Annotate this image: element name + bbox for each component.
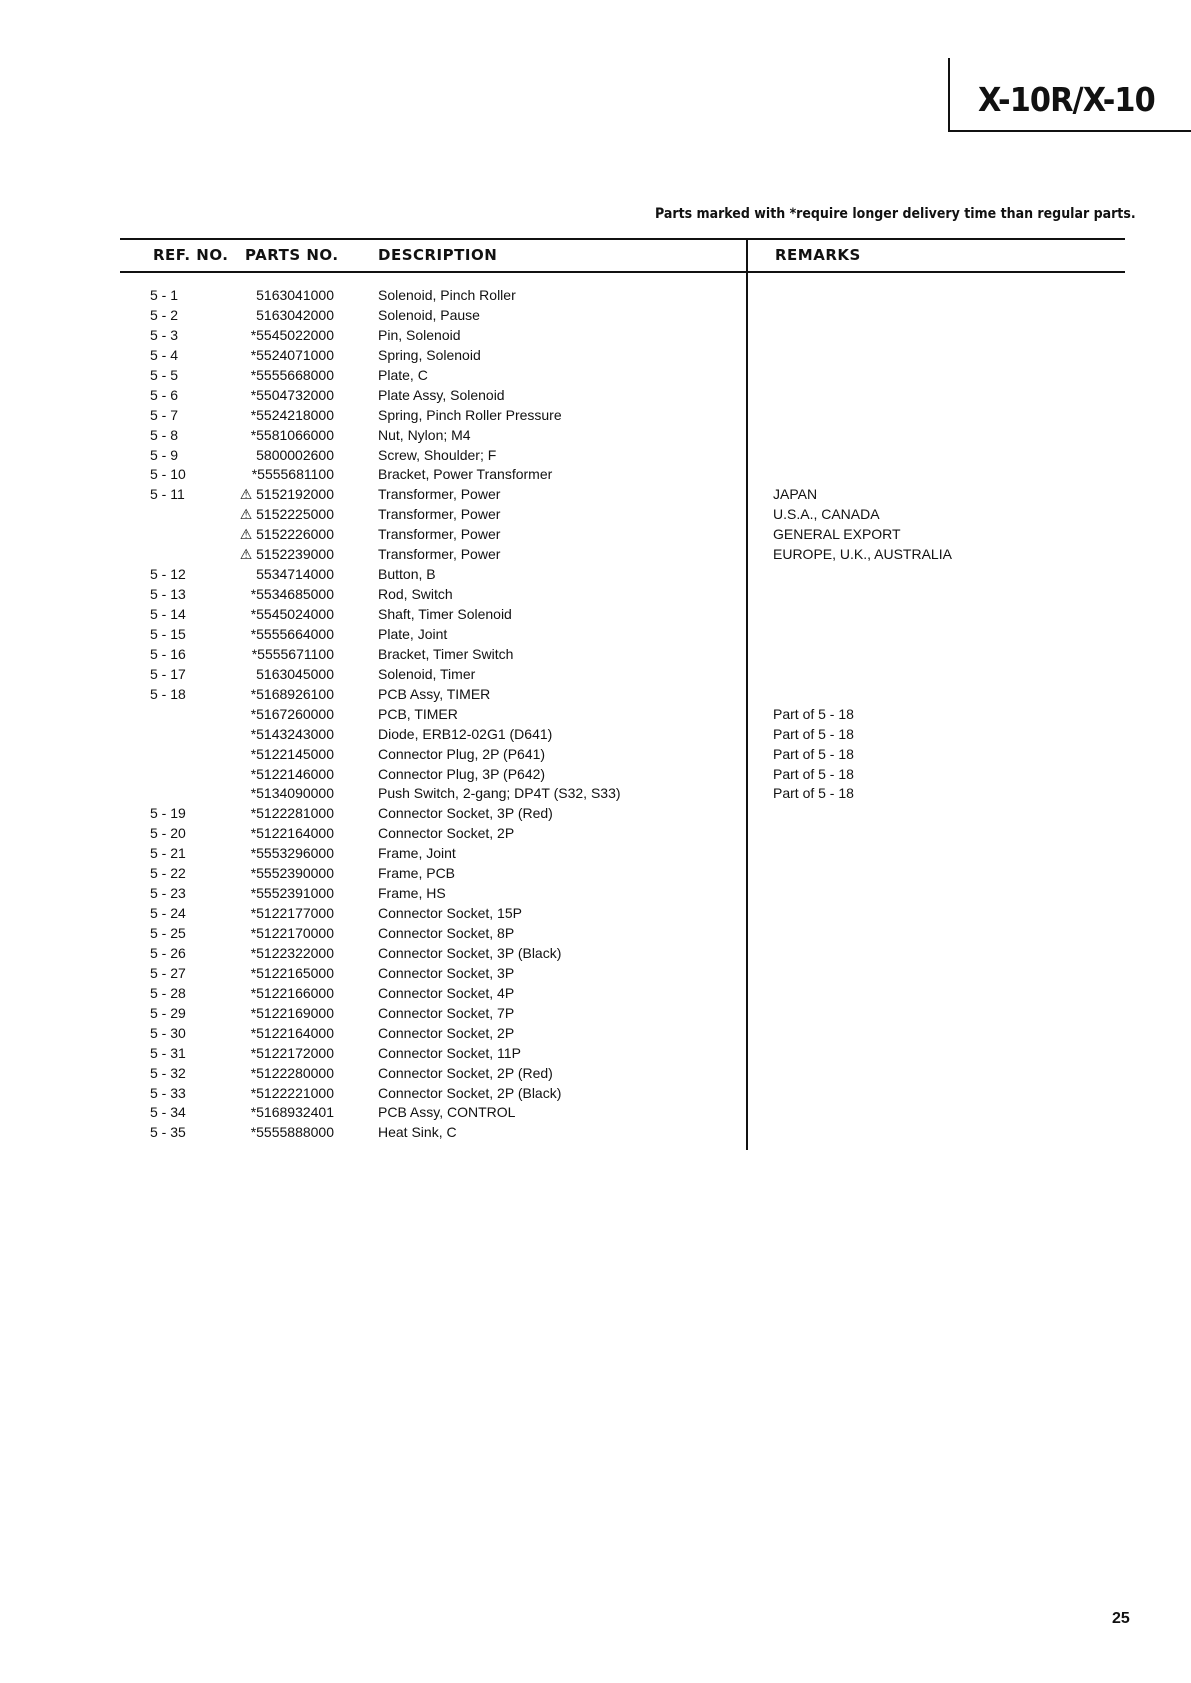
parts-no-cell: *5168932401 — [250, 1104, 334, 1121]
parts-no-cell: *5553296000 — [250, 845, 334, 862]
page-number: 25 — [1112, 1610, 1130, 1627]
parts-list — [0, 285, 1191, 1142]
remarks-cell: Part of 5 - 18 — [773, 785, 854, 802]
parts-no-cell: *5122145000 — [250, 745, 334, 762]
table-row — [0, 504, 1191, 524]
description-cell: Spring, Pinch Roller Pressure — [378, 406, 562, 423]
parts-no-cell: *5143243000 — [250, 725, 334, 742]
parts-no-cell: *5504732000 — [250, 386, 334, 403]
parts-no-cell: *5545022000 — [250, 326, 334, 343]
description-cell: Nut, Nylon; M4 — [378, 426, 471, 443]
table-row — [0, 445, 1191, 465]
ref-no-cell: 5 - 6 — [150, 386, 179, 403]
description-cell: Diode, ERB12-02G1 (D641) — [378, 725, 553, 742]
description-cell: PCB Assy, CONTROL — [378, 1104, 516, 1121]
parts-no-cell: *5122170000 — [250, 925, 334, 941]
description-cell: Transformer, Power — [378, 526, 501, 543]
description-cell: Transformer, Power — [378, 506, 501, 523]
column-header-parts-no: PARTS NO. — [245, 246, 339, 264]
description-cell: Shaft, Timer Solenoid — [378, 606, 512, 622]
description-cell: Plate Assy, Solenoid — [378, 386, 505, 403]
table-row — [0, 524, 1191, 544]
ref-no-cell: 5 - 21 — [150, 845, 186, 862]
description-cell: Heat Sink, C — [378, 1124, 457, 1141]
parts-no-cell: *5122280000 — [250, 1064, 334, 1081]
ref-no-cell: 5 - 4 — [150, 346, 179, 363]
table-row — [0, 1083, 1191, 1103]
table-row — [0, 664, 1191, 684]
table-row — [0, 484, 1191, 504]
parts-no-cell: *5524071000 — [250, 346, 334, 363]
ref-no-cell: 5 - 34 — [150, 1104, 186, 1121]
remarks-cell: U.S.A., CANADA — [773, 506, 880, 523]
parts-no-cell: *5555681100 — [251, 466, 334, 483]
table-row — [0, 464, 1191, 484]
parts-no-cell: *5122164000 — [250, 825, 334, 842]
table-row — [0, 883, 1191, 903]
description-cell: Spring, Solenoid — [378, 346, 481, 363]
delivery-note: Parts marked with *require longer delivery time than regular parts. — [655, 206, 1136, 222]
parts-no-cell: 5163041000 — [256, 287, 334, 303]
remarks-cell: Part of 5 - 18 — [773, 705, 854, 722]
table-row — [0, 425, 1191, 445]
parts-no-cell: *5122164000 — [250, 1024, 334, 1041]
parts-no-cell: ⚠ 5152226000 — [239, 526, 334, 543]
parts-no-cell: ⚠ 5152225000 — [239, 506, 334, 523]
parts-no-cell: *5555668000 — [250, 366, 334, 383]
table-row — [0, 365, 1191, 385]
description-cell: Connector Socket, 3P — [378, 964, 515, 981]
column-header-description: DESCRIPTION — [378, 246, 498, 264]
ref-no-cell: 5 - 19 — [150, 805, 186, 822]
description-cell: Connector Socket, 2P — [378, 1024, 515, 1041]
parts-no-cell: *5122172000 — [250, 1044, 334, 1061]
ref-no-cell: 5 - 28 — [150, 984, 186, 1001]
table-row — [0, 345, 1191, 365]
ref-no-cell: 5 - 22 — [150, 865, 186, 882]
table-row — [0, 863, 1191, 883]
table-row — [0, 1063, 1191, 1083]
parts-no-cell: 5163045000 — [256, 665, 334, 682]
description-cell: Connector Socket, 2P — [378, 825, 515, 842]
ref-no-cell: 5 - 32 — [150, 1064, 186, 1081]
table-row — [0, 325, 1191, 345]
description-cell: Plate, Joint — [378, 625, 448, 642]
table-row — [0, 1003, 1191, 1023]
description-cell: PCB Assy, TIMER — [378, 685, 491, 702]
description-cell: Connector Socket, 3P (Black) — [378, 944, 562, 961]
description-cell: Frame, HS — [378, 885, 446, 902]
table-row — [0, 385, 1191, 405]
ref-no-cell: 5 - 25 — [150, 925, 186, 941]
description-cell: Solenoid, Pinch Roller — [378, 287, 516, 303]
parts-no-cell: *5534685000 — [250, 586, 334, 603]
parts-no-cell: *5122281000 — [250, 805, 334, 822]
table-row — [0, 903, 1191, 923]
ref-no-cell: 5 - 27 — [150, 964, 186, 981]
remarks-cell: JAPAN — [773, 486, 818, 503]
ref-no-cell: 5 - 16 — [150, 645, 186, 662]
ref-no-cell: 5 - 31 — [150, 1044, 186, 1061]
description-cell: Connector Socket, 2P (Red) — [378, 1064, 553, 1081]
parts-no-cell: *5167260000 — [250, 705, 334, 722]
table-row — [0, 963, 1191, 983]
description-cell: Connector Socket, 15P — [378, 905, 522, 922]
table-row — [0, 1102, 1191, 1122]
ref-no-cell: 5 - 33 — [150, 1084, 186, 1101]
ref-no-cell: 5 - 12 — [150, 566, 186, 583]
description-cell: Solenoid, Pause — [378, 306, 480, 323]
description-cell: Transformer, Power — [378, 486, 501, 503]
parts-no-cell: ⚠ 5152239000 — [239, 546, 334, 563]
table-row — [0, 704, 1191, 724]
description-cell: Plate, C — [378, 366, 428, 383]
parts-no-cell: *5122146000 — [250, 765, 334, 782]
description-cell: Rod, Switch — [378, 586, 453, 603]
ref-no-cell: 5 - 35 — [150, 1124, 186, 1141]
table-row — [0, 1043, 1191, 1063]
description-cell: Connector Plug, 2P (P641) — [378, 745, 546, 762]
ref-no-cell: 5 - 13 — [150, 586, 186, 603]
description-cell: Bracket, Power Transformer — [378, 466, 553, 483]
table-row — [0, 724, 1191, 744]
table-row — [0, 285, 1191, 305]
table-row — [0, 544, 1191, 564]
ref-no-cell: 5 - 7 — [150, 406, 179, 423]
parts-no-cell: *5555664000 — [250, 625, 334, 642]
parts-no-cell: 5534714000 — [256, 566, 334, 583]
description-cell: Connector Socket, 7P — [378, 1004, 515, 1021]
table-row — [0, 644, 1191, 664]
remarks-cell: Part of 5 - 18 — [773, 745, 854, 762]
table-row — [0, 584, 1191, 604]
parts-no-cell: *5122322000 — [250, 944, 334, 961]
parts-no-cell: *5122221000 — [250, 1084, 334, 1101]
parts-no-cell: *5552390000 — [250, 865, 334, 882]
ref-no-cell: 5 - 5 — [150, 366, 179, 383]
description-cell: Frame, PCB — [378, 865, 456, 882]
column-header-ref-no: REF. NO. — [153, 246, 229, 264]
remarks-cell: EUROPE, U.K., AUSTRALIA — [773, 546, 952, 563]
ref-no-cell: 5 - 8 — [150, 426, 179, 443]
table-row — [0, 764, 1191, 784]
parts-no-cell: *5524218000 — [250, 406, 334, 423]
model-title: X-10R/X-10 — [978, 80, 1155, 119]
ref-no-cell: 5 - 10 — [150, 466, 186, 483]
description-cell: Pin, Solenoid — [378, 326, 461, 343]
parts-no-cell: *5545024000 — [250, 606, 334, 622]
parts-no-cell: *5122169000 — [250, 1004, 334, 1021]
remarks-cell: Part of 5 - 18 — [773, 725, 854, 742]
ref-no-cell: 5 - 15 — [150, 625, 186, 642]
parts-no-cell: *5552391000 — [250, 885, 334, 902]
table-row — [0, 1023, 1191, 1043]
remarks-cell: GENERAL EXPORT — [773, 526, 901, 543]
ref-no-cell: 5 - 3 — [150, 326, 179, 343]
remarks-cell: Part of 5 - 18 — [773, 765, 854, 782]
table-row — [0, 783, 1191, 803]
table-row — [0, 564, 1191, 584]
parts-no-cell: *5555888000 — [250, 1124, 334, 1141]
description-cell: Button, B — [378, 566, 436, 583]
description-cell: Connector Socket, 2P (Black) — [378, 1084, 562, 1101]
parts-no-cell: 5163042000 — [256, 306, 334, 323]
ref-no-cell: 5 - 20 — [150, 825, 186, 842]
parts-no-cell: *5168926100 — [250, 685, 334, 702]
parts-no-cell: *5555671100 — [251, 645, 334, 662]
parts-no-cell: *5122165000 — [250, 964, 334, 981]
parts-no-cell: 5800002600 — [256, 446, 334, 463]
ref-no-cell: 5 - 14 — [150, 606, 186, 622]
ref-no-cell: 5 - 29 — [150, 1004, 186, 1021]
ref-no-cell: 5 - 17 — [150, 665, 186, 682]
table-row — [0, 624, 1191, 644]
ref-no-cell: 5 - 18 — [150, 685, 186, 702]
ref-no-cell: 5 - 23 — [150, 885, 186, 902]
parts-no-cell: *5134090000 — [250, 785, 334, 802]
parts-no-cell: *5122166000 — [250, 984, 334, 1001]
table-row — [0, 305, 1191, 325]
table-row — [0, 923, 1191, 943]
table-top-rule — [120, 238, 1125, 240]
description-cell: Transformer, Power — [378, 546, 501, 563]
ref-no-cell: 5 - 30 — [150, 1024, 186, 1041]
ref-no-cell: 5 - 2 — [150, 306, 179, 323]
table-row — [0, 684, 1191, 704]
description-cell: Screw, Shoulder; F — [378, 446, 497, 463]
table-row — [0, 943, 1191, 963]
table-row — [0, 823, 1191, 843]
ref-no-cell: 5 - 1 — [150, 287, 179, 303]
ref-no-cell: 5 - 26 — [150, 944, 186, 961]
table-row — [0, 843, 1191, 863]
table-row — [0, 604, 1191, 624]
table-row — [0, 803, 1191, 823]
table-row — [0, 983, 1191, 1003]
description-cell: Connector Socket, 8P — [378, 925, 515, 941]
description-cell: Connector Socket, 4P — [378, 984, 515, 1001]
parts-no-cell: *5122177000 — [250, 905, 334, 922]
ref-no-cell: 5 - 11 — [150, 486, 185, 503]
description-cell: Solenoid, Timer — [378, 665, 476, 682]
table-row — [0, 744, 1191, 764]
description-cell: PCB, TIMER — [378, 705, 458, 722]
description-cell: Push Switch, 2-gang; DP4T (S32, S33) — [378, 785, 621, 802]
table-row — [0, 1122, 1191, 1142]
description-cell: Connector Socket, 3P (Red) — [378, 805, 553, 822]
description-cell: Bracket, Timer Switch — [378, 645, 514, 662]
table-header-rule — [120, 271, 1125, 273]
description-cell: Connector Plug, 3P (P642) — [378, 765, 546, 782]
description-cell: Connector Socket, 11P — [378, 1044, 521, 1061]
parts-no-cell: *5581066000 — [250, 426, 334, 443]
table-row — [0, 405, 1191, 425]
description-cell: Frame, Joint — [378, 845, 456, 862]
column-header-remarks: REMARKS — [775, 246, 861, 264]
ref-no-cell: 5 - 9 — [150, 446, 179, 463]
parts-no-cell: ⚠ 5152192000 — [239, 486, 334, 503]
ref-no-cell: 5 - 24 — [150, 905, 186, 922]
